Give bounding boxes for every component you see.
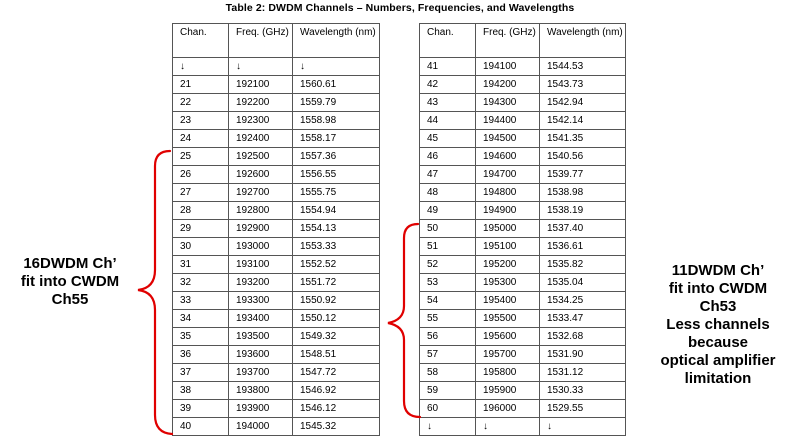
frequency-cell: ↓	[476, 418, 540, 436]
wavelength-cell: 1539.77	[540, 166, 626, 184]
table-title: Table 2: DWDM Channels – Numbers, Frequencies, and Wavelengths	[225, 2, 575, 14]
channel-cell: 43	[420, 94, 476, 112]
wavelength-cell: 1553.33	[293, 238, 380, 256]
channel-cell: ↓	[420, 418, 476, 436]
channel-cell: 21	[173, 76, 229, 94]
frequency-cell: 193000	[229, 238, 293, 256]
wavelength-cell: 1551.72	[293, 274, 380, 292]
wavelength-cell: 1558.98	[293, 112, 380, 130]
wavelength-cell: 1531.90	[540, 346, 626, 364]
note-line: 11DWDM Ch’	[671, 262, 765, 279]
channel-cell: 30	[173, 238, 229, 256]
channel-cell: 35	[173, 328, 229, 346]
frequency-cell: 195600	[476, 328, 540, 346]
channel-cell: 25	[173, 148, 229, 166]
frequency-cell: 194100	[476, 58, 540, 76]
wavelength-cell: 1537.40	[540, 220, 626, 238]
note-line: fit into CWDM	[668, 280, 768, 297]
wavelength-cell: ↓	[540, 418, 626, 436]
channel-cell: 44	[420, 112, 476, 130]
frequency-cell: 195800	[476, 364, 540, 382]
frequency-cell: 195500	[476, 310, 540, 328]
frequency-cell: 193400	[229, 310, 293, 328]
note-line: Less channels	[666, 316, 770, 333]
channel-cell: 28	[173, 202, 229, 220]
frequency-cell: 194800	[476, 184, 540, 202]
wavelength-cell: 1554.94	[293, 202, 380, 220]
note-line: 16DWDM Ch’	[23, 255, 117, 272]
column-header-freq: Freq. (GHz)	[229, 24, 293, 58]
wavelength-cell: 1545.32	[293, 418, 380, 436]
wavelength-cell: 1548.51	[293, 346, 380, 364]
frequency-cell: 195300	[476, 274, 540, 292]
frequency-cell: 194300	[476, 94, 540, 112]
frequency-cell: 192100	[229, 76, 293, 94]
frequency-cell: 195400	[476, 292, 540, 310]
frequency-cell: 193900	[229, 400, 293, 418]
frequency-cell: 193200	[229, 274, 293, 292]
wavelength-cell: 1558.17	[293, 130, 380, 148]
right-curly-brace	[388, 224, 420, 417]
wavelength-cell: 1549.32	[293, 328, 380, 346]
frequency-cell: 192500	[229, 148, 293, 166]
channel-cell: 49	[420, 202, 476, 220]
wavelength-cell: 1556.55	[293, 166, 380, 184]
frequency-cell: 195200	[476, 256, 540, 274]
channel-cell: 60	[420, 400, 476, 418]
note-line: optical amplifier	[660, 352, 776, 369]
wavelength-cell: 1535.04	[540, 274, 626, 292]
frequency-cell: 195900	[476, 382, 540, 400]
wavelength-cell: 1542.94	[540, 94, 626, 112]
channel-cell: 42	[420, 76, 476, 94]
frequency-cell: 193500	[229, 328, 293, 346]
wavelength-cell: 1557.36	[293, 148, 380, 166]
frequency-cell: 192700	[229, 184, 293, 202]
wavelength-cell: 1536.61	[540, 238, 626, 256]
wavelength-cell: 1546.12	[293, 400, 380, 418]
frequency-cell: 192600	[229, 166, 293, 184]
wavelength-cell: 1534.25	[540, 292, 626, 310]
wavelength-cell: 1547.72	[293, 364, 380, 382]
note-line: Ch55	[51, 291, 89, 308]
channel-cell: 47	[420, 166, 476, 184]
wavelength-cell: 1542.14	[540, 112, 626, 130]
wavelength-cell: 1540.56	[540, 148, 626, 166]
wavelength-cell: 1560.61	[293, 76, 380, 94]
note-line: because	[687, 334, 749, 351]
channel-cell: 45	[420, 130, 476, 148]
channel-cell: 36	[173, 346, 229, 364]
channel-cell: 41	[420, 58, 476, 76]
channel-cell: 33	[173, 292, 229, 310]
left-curly-brace	[138, 151, 172, 434]
left-annotation-text	[0, 255, 140, 309]
frequency-cell: 194200	[476, 76, 540, 94]
wavelength-cell: 1552.52	[293, 256, 380, 274]
frequency-cell: 194600	[476, 148, 540, 166]
frequency-cell: 192900	[229, 220, 293, 238]
wavelength-cell: 1544.53	[540, 58, 626, 76]
wavelength-cell: 1554.13	[293, 220, 380, 238]
frequency-cell: 194000	[229, 418, 293, 436]
frequency-cell: 192200	[229, 94, 293, 112]
frequency-cell: 193600	[229, 346, 293, 364]
frequency-cell: 195000	[476, 220, 540, 238]
channel-cell: ↓	[173, 58, 229, 76]
note-line: limitation	[684, 370, 752, 387]
channel-cell: 34	[173, 310, 229, 328]
channel-cell: 37	[173, 364, 229, 382]
channel-cell: 58	[420, 364, 476, 382]
channel-cell: 23	[173, 112, 229, 130]
wavelength-cell: 1530.33	[540, 382, 626, 400]
wavelength-cell: 1559.79	[293, 94, 380, 112]
channel-cell: 56	[420, 328, 476, 346]
column-header-chan: Chan.	[173, 24, 229, 58]
wavelength-cell: 1535.82	[540, 256, 626, 274]
wavelength-cell: 1550.12	[293, 310, 380, 328]
channel-cell: 39	[173, 400, 229, 418]
frequency-cell: 195100	[476, 238, 540, 256]
wavelength-cell: ↓	[293, 58, 380, 76]
wavelength-cell: 1543.73	[540, 76, 626, 94]
note-line: Ch53	[699, 298, 737, 315]
frequency-cell: ↓	[229, 58, 293, 76]
frequency-cell: 192400	[229, 130, 293, 148]
right-annotation-text	[636, 262, 800, 388]
channel-cell: 32	[173, 274, 229, 292]
frequency-cell: 194500	[476, 130, 540, 148]
channel-cell: 31	[173, 256, 229, 274]
channel-cell: 59	[420, 382, 476, 400]
frequency-cell: 192800	[229, 202, 293, 220]
column-header-chan: Chan.	[420, 24, 476, 58]
channel-cell: 50	[420, 220, 476, 238]
column-header-wavelength: Wavelength (nm)	[540, 24, 626, 58]
wavelength-cell: 1531.12	[540, 364, 626, 382]
frequency-cell: 195700	[476, 346, 540, 364]
channel-cell: 53	[420, 274, 476, 292]
channel-cell: 46	[420, 148, 476, 166]
frequency-cell: 192300	[229, 112, 293, 130]
wavelength-cell: 1533.47	[540, 310, 626, 328]
frequency-cell: 193700	[229, 364, 293, 382]
column-header-wavelength: Wavelength (nm)	[293, 24, 380, 58]
wavelength-cell: 1555.75	[293, 184, 380, 202]
wavelength-cell: 1538.98	[540, 184, 626, 202]
channel-cell: 51	[420, 238, 476, 256]
frequency-cell: 193800	[229, 382, 293, 400]
column-header-freq: Freq. (GHz)	[476, 24, 540, 58]
channel-cell: 57	[420, 346, 476, 364]
channel-cell: 27	[173, 184, 229, 202]
channel-cell: 52	[420, 256, 476, 274]
frequency-cell: 194400	[476, 112, 540, 130]
channel-cell: 38	[173, 382, 229, 400]
channel-cell: 54	[420, 292, 476, 310]
wavelength-cell: 1529.55	[540, 400, 626, 418]
channel-cell: 22	[173, 94, 229, 112]
wavelength-cell: 1538.19	[540, 202, 626, 220]
channel-cell: 24	[173, 130, 229, 148]
wavelength-cell: 1541.35	[540, 130, 626, 148]
frequency-cell: 194700	[476, 166, 540, 184]
frequency-cell: 196000	[476, 400, 540, 418]
frequency-cell: 193100	[229, 256, 293, 274]
frequency-cell: 194900	[476, 202, 540, 220]
wavelength-cell: 1550.92	[293, 292, 380, 310]
channel-cell: 26	[173, 166, 229, 184]
channel-cell: 55	[420, 310, 476, 328]
frequency-cell: 193300	[229, 292, 293, 310]
channel-cell: 48	[420, 184, 476, 202]
wavelength-cell: 1546.92	[293, 382, 380, 400]
wavelength-cell: 1532.68	[540, 328, 626, 346]
channel-cell: 40	[173, 418, 229, 436]
channel-cell: 29	[173, 220, 229, 238]
note-line: fit into CWDM	[20, 273, 120, 290]
